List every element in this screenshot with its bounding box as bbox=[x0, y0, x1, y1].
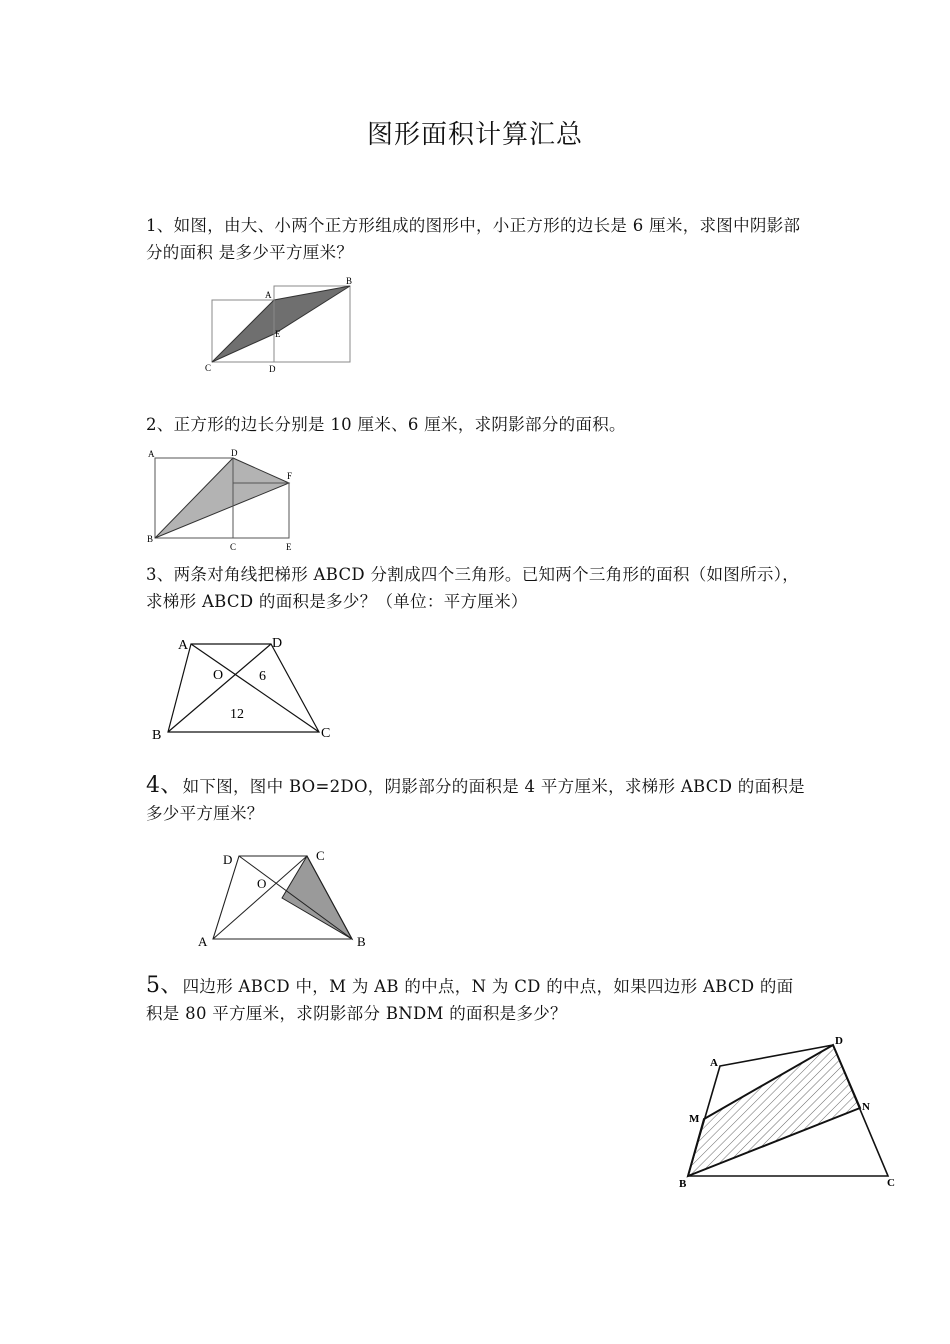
fig1-label-d: D bbox=[269, 364, 276, 374]
fig1-label-b: B bbox=[346, 276, 353, 286]
problem-5-text: 四边形 ABCD 中，M 为 AB 的中点，N 为 CD 的中点，如果四边形 ABCD 的面积是 80 平方厘米，求阴影部分 BNDM 的面积是多少？ bbox=[146, 977, 794, 1023]
problem-4 bbox=[146, 772, 810, 827]
figure-1 bbox=[195, 272, 365, 380]
fig1-label-c: C bbox=[205, 363, 212, 373]
fig3-label-d: D bbox=[272, 636, 283, 651]
fig2-label-a: A bbox=[148, 449, 155, 459]
problem-5-number: 5、 bbox=[146, 973, 183, 998]
fig2-label-d: D bbox=[231, 448, 238, 458]
figure-3 bbox=[146, 628, 346, 746]
fig2-label-f: F bbox=[287, 471, 293, 481]
fig5-label-d: D bbox=[835, 1035, 843, 1047]
problem-2 bbox=[146, 411, 810, 438]
fig5-label-c: C bbox=[887, 1177, 895, 1189]
fig4-label-a: A bbox=[198, 934, 208, 949]
problem-3 bbox=[146, 561, 810, 615]
fig5-label-b: B bbox=[679, 1178, 687, 1190]
problem-2-text: 正方形的边长分别是 10 厘米、6 厘米，求阴影部分的面积。 bbox=[173, 415, 626, 434]
fig2-label-b: B bbox=[147, 534, 154, 544]
fig3-label-c: C bbox=[321, 726, 331, 741]
fig1-label-a: A bbox=[265, 290, 272, 300]
problem-3-text: 两条对角线把梯形 ABCD 分割成四个三角形。已知两个三角形的面积（如图所示），求梯形 ABCD 的面积是多少？（单位：平方厘米） bbox=[146, 565, 800, 611]
fig1-label-e: E bbox=[275, 329, 281, 339]
problem-3-number: 3、 bbox=[146, 565, 174, 584]
problem-1 bbox=[146, 212, 810, 266]
fig3-label-b: B bbox=[152, 728, 162, 743]
fig5-label-a: A bbox=[710, 1057, 718, 1069]
problem-4-number: 4、 bbox=[146, 773, 183, 798]
problem-1-number: 1、 bbox=[146, 216, 174, 235]
fig4-label-d: D bbox=[223, 852, 233, 867]
fig2-label-e: E bbox=[286, 542, 292, 552]
page-title: 图形面积计算汇总 bbox=[366, 120, 583, 150]
fig5-label-m: M bbox=[689, 1113, 700, 1125]
fig3-label-a: A bbox=[178, 638, 189, 653]
problem-4-text: 如下图，图中 BO=2DO，阴影部分的面积是 4 平方厘米，求梯形 ABCD 的面积是多少平方厘米？ bbox=[146, 777, 805, 823]
problem-1-text: 如图，由大、小两个正方形组成的图形中，小正方形的边长是 6 厘米，求图中阴影部分的面积 是多少平方厘米？ bbox=[146, 216, 801, 262]
fig3-value-6: 6 bbox=[259, 669, 266, 684]
figure-2 bbox=[140, 446, 310, 552]
problem-2-number: 2、 bbox=[146, 415, 174, 434]
fig2-label-c: C bbox=[230, 542, 237, 552]
fig4-label-o: O bbox=[257, 876, 267, 891]
figure-4 bbox=[190, 845, 380, 953]
fig4-label-b: B bbox=[357, 934, 366, 949]
figure-5 bbox=[676, 1028, 906, 1194]
fig5-label-n: N bbox=[862, 1101, 870, 1113]
fig4-label-c: C bbox=[316, 848, 325, 863]
problem-5 bbox=[146, 972, 810, 1027]
fig3-value-12: 12 bbox=[230, 707, 244, 722]
fig3-label-o: O bbox=[213, 668, 224, 683]
